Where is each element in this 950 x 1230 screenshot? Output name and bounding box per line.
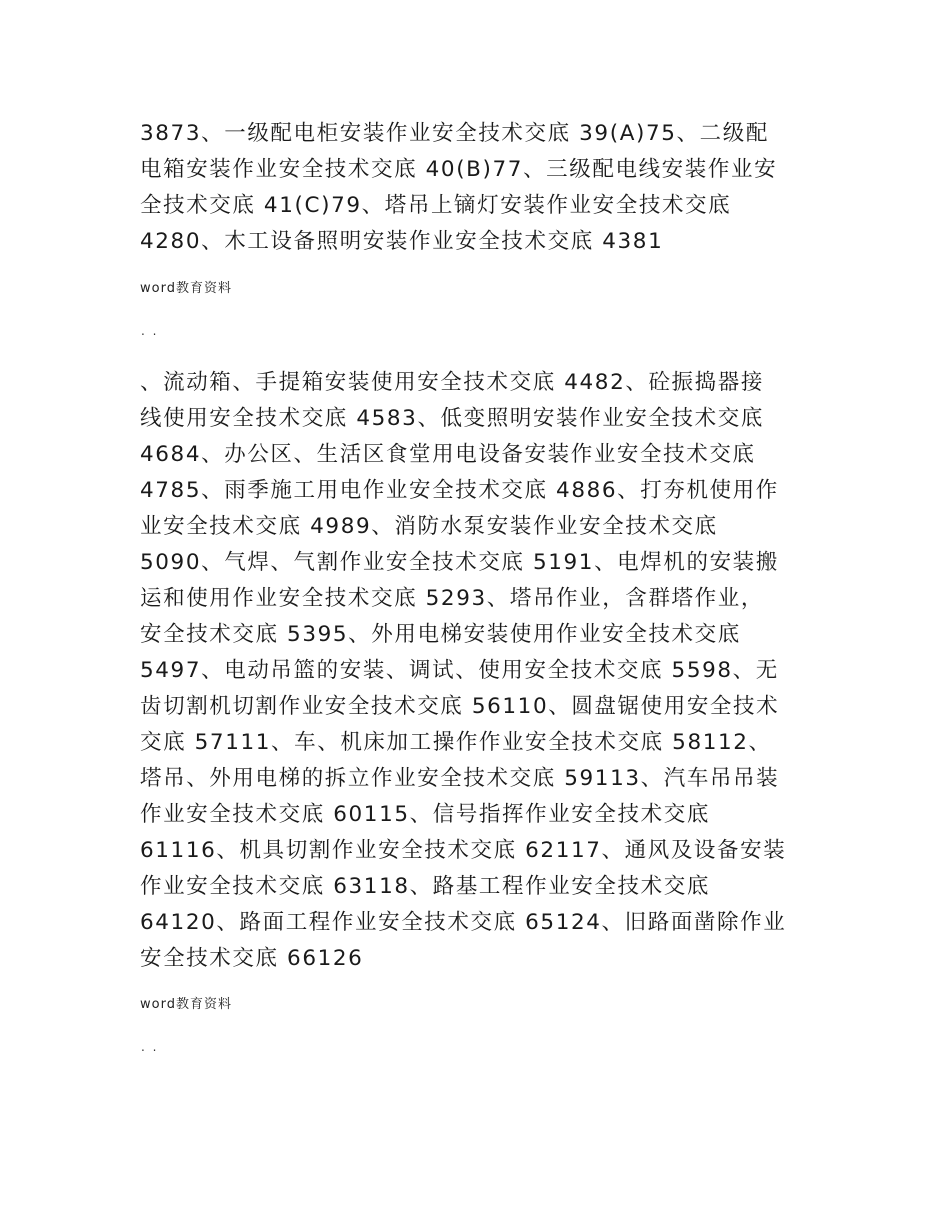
text-line: 4684、办公区、生活区食堂用电设备安装作业安全技术交底 (140, 442, 756, 467)
text-line: 5090、气焊、气割作业安全技术交底 5191、电焊机的安装搬 (140, 550, 779, 575)
text-line: 安全技术交底 5395、外用电梯安装使用作业安全技术交底 (140, 622, 741, 647)
text-line: 3873、一级配电柜安装作业安全技术交底 39(A)75、二级配 (140, 121, 769, 146)
text-line: 电箱安装作业安全技术交底 40(B)77、三级配电线安装作业安 (140, 157, 778, 182)
page-footer-label: word教育资料 (140, 281, 232, 296)
text-line: 全技术交底 41(C)79、塔吊上镝灯安装作业安全技术交底 (140, 193, 732, 218)
text-line: 64120、路面工程作业安全技术交底 65124、旧路面凿除作业 (140, 910, 787, 935)
text-line: 运和使用作业安全技术交底 5293、塔吊作业，含群塔作业， (140, 586, 764, 611)
page-dots: . . (141, 324, 159, 338)
text-line: 塔吊、外用电梯的拆立作业安全技术交底 59113、汽车吊吊装 (140, 766, 780, 791)
text-line: 业安全技术交底 4989、消防水泵安装作业安全技术交底 (140, 514, 718, 539)
text-line: 61116、机具切割作业安全技术交底 62117、通风及设备安装 (140, 838, 787, 863)
text-line: 作业安全技术交底 60115、信号指挥作业安全技术交底 (140, 802, 710, 827)
text-line: 安全技术交底 66126 (140, 946, 364, 971)
text-line: 4785、雨季施工用电作业安全技术交底 4886、打夯机使用作 (140, 478, 779, 503)
text-line: 4280、木工设备照明安装作业安全技术交底 4381 (140, 229, 664, 254)
text-line: 作业安全技术交底 63118、路基工程作业安全技术交底 (140, 874, 710, 899)
page-dots: . . (141, 1040, 159, 1054)
text-line: 线使用安全技术交底 4583、低变照明安装作业安全技术交底 (140, 406, 764, 431)
text-line: 5497、电动吊篮的安装、调试、使用安全技术交底 5598、无 (140, 658, 779, 683)
text-line: 齿切割机切割作业安全技术交底 56110、圆盘锯使用安全技术 (140, 694, 780, 719)
text-line: 交底 57111、车、机床加工操作作业安全技术交底 58112、 (140, 730, 772, 755)
page-footer-label: word教育资料 (140, 997, 232, 1012)
text-line: 、流动箱、手提箱安装使用安全技术交底 4482、砼振捣器接 (140, 370, 764, 395)
